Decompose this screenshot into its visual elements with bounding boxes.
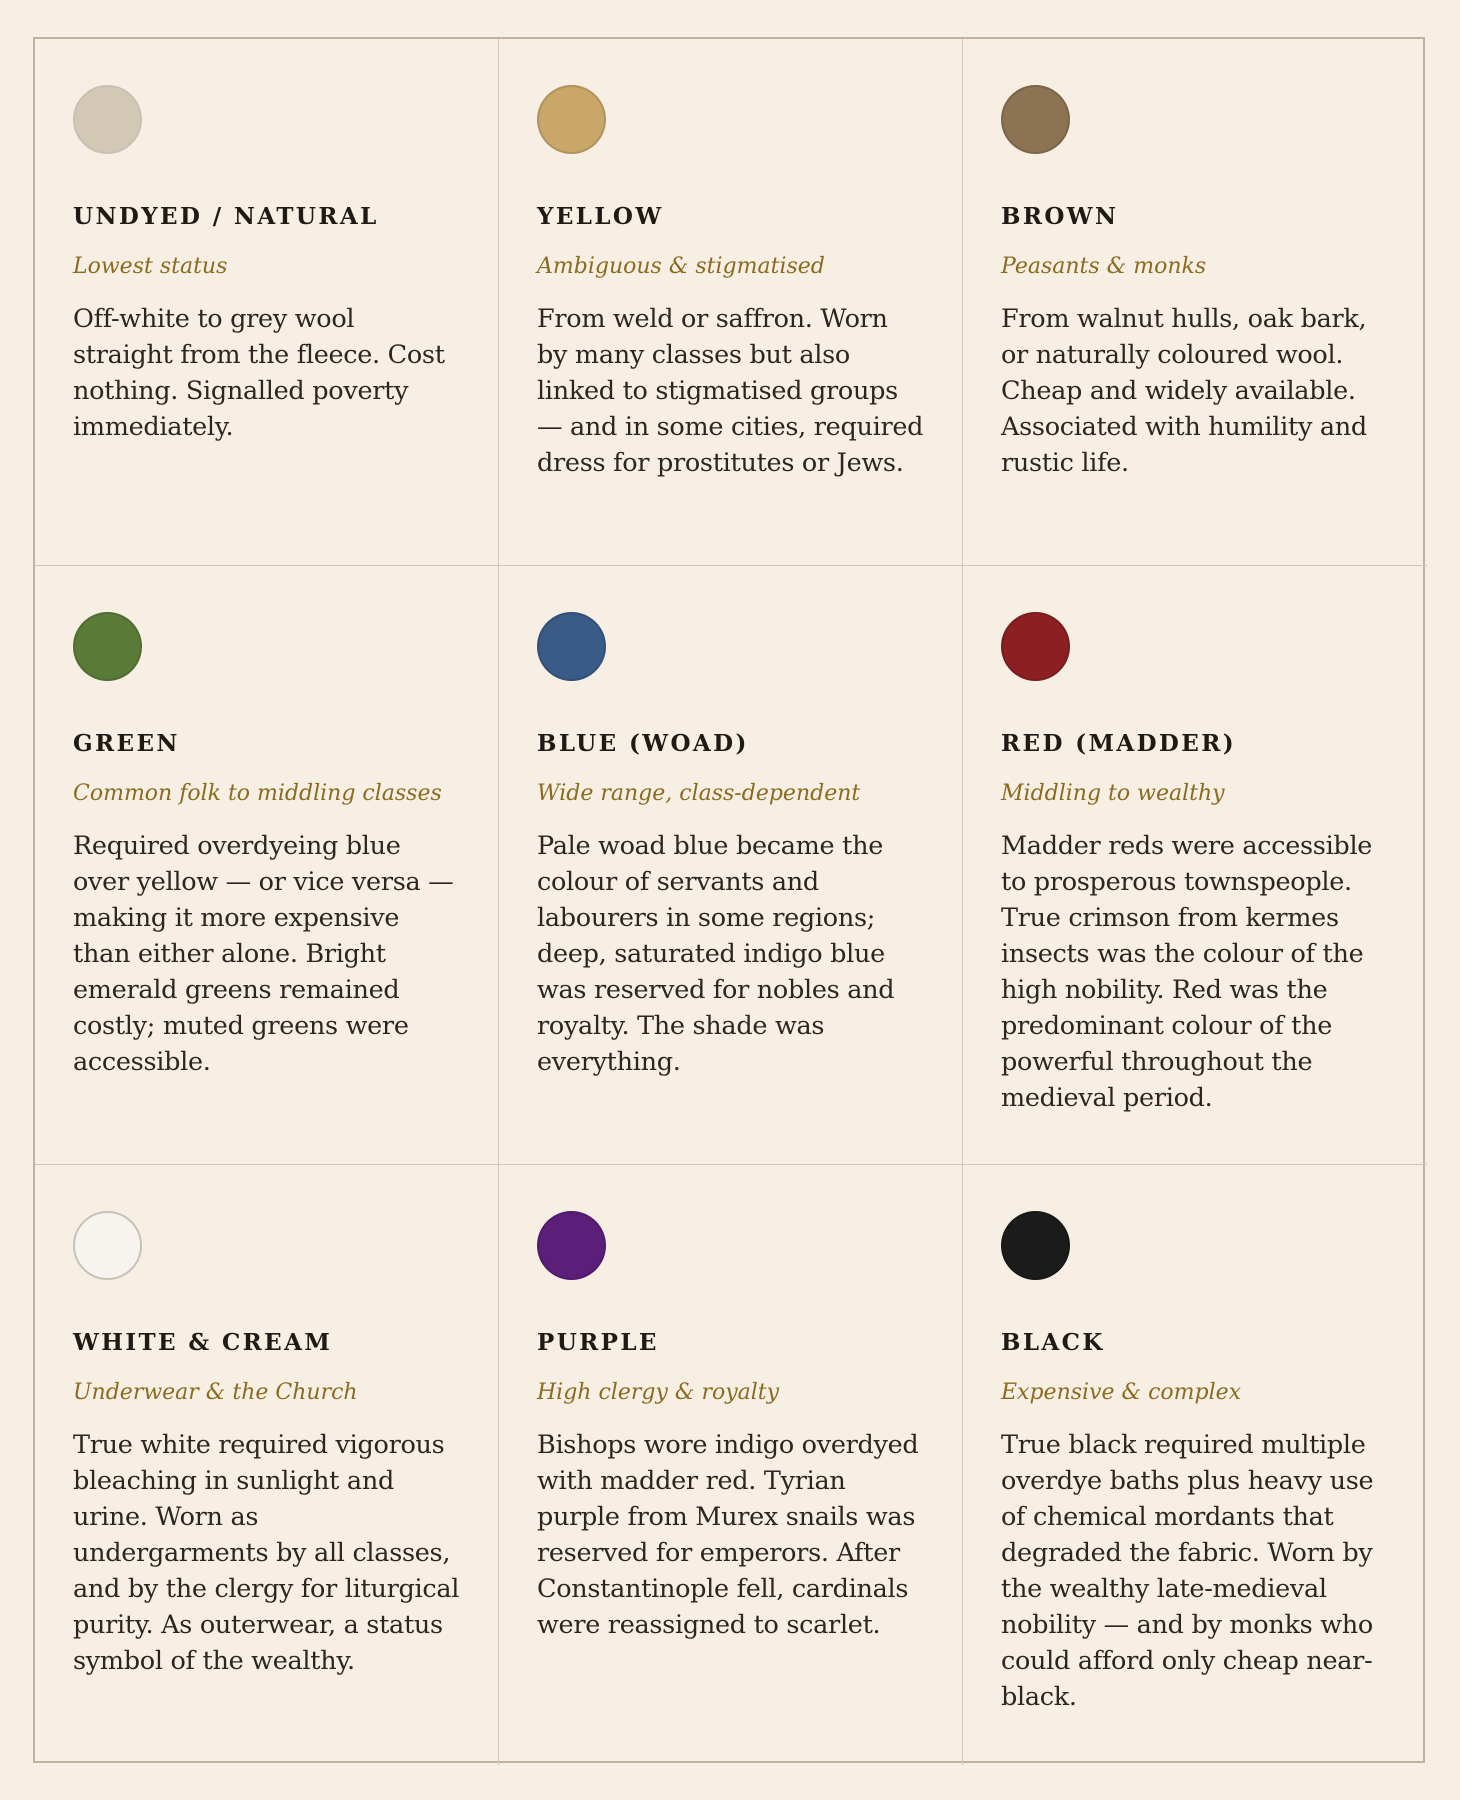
colour-status: Middling to wealthy xyxy=(1001,781,1225,807)
colour-description: Madder reds were accessible to prosperous townspeople. True crimson from kermes insects was the colour of the high nobility. Red was the predominant colour of the powerful throughout the medieval period. xyxy=(1001,831,1373,1114)
colour-card-red xyxy=(963,566,1427,1165)
colour-name: RED (MADDER) xyxy=(1001,730,1237,757)
colour-description: Off-white to grey wool straight from the fleece. Cost nothing. Signalled poverty immediately. xyxy=(73,304,445,443)
colour-swatch xyxy=(537,1211,606,1280)
colour-name: WHITE & CREAM xyxy=(73,1329,333,1356)
colour-swatch xyxy=(1001,612,1070,681)
colour-card-black xyxy=(963,1165,1427,1765)
colour-card-undyed xyxy=(35,39,499,566)
colour-swatch xyxy=(537,612,606,681)
colour-name: YELLOW xyxy=(537,203,664,230)
colour-status: Expensive & complex xyxy=(1001,1380,1242,1406)
colour-status: Wide range, class-dependent xyxy=(537,781,861,807)
colour-card-green xyxy=(35,566,499,1165)
colour-grid xyxy=(33,37,1425,1763)
colour-status: Underwear & the Church xyxy=(73,1380,358,1406)
colour-status: Common folk to middling classes xyxy=(73,781,442,807)
colour-swatch xyxy=(73,1211,142,1280)
colour-card-purple xyxy=(499,1165,963,1765)
colour-swatch xyxy=(1001,1211,1070,1280)
colour-swatch xyxy=(1001,85,1070,154)
colour-description: From weld or saffron. Worn by many classes but also linked to stigmatised groups — and in some cities, required dress for prostitutes or Jews. xyxy=(537,304,924,479)
colour-description: Pale woad blue became the colour of servants and labourers in some regions; deep, saturated indigo blue was reserved for nobles and royalty. The shade was everything. xyxy=(537,831,895,1078)
colour-description: Bishops wore indigo overdyed with madder red. Tyrian purple from Murex snails was reserved for emperors. After Constantinople fell, cardinals were reassigned to scarlet. xyxy=(537,1430,919,1641)
colour-name: BLUE (WOAD) xyxy=(537,730,749,757)
colour-swatch xyxy=(537,85,606,154)
colour-card-yellow xyxy=(499,39,963,566)
colour-status: Ambiguous & stigmatised xyxy=(537,254,825,280)
colour-swatch xyxy=(73,612,142,681)
colour-description: Required overdyeing blue over yellow — or vice versa — making it more expensive than either alone. Bright emerald greens remained costly; muted greens were accessible. xyxy=(73,831,454,1078)
colour-description: From walnut hulls, oak bark, or naturally coloured wool. Cheap and widely available. Associated with humility and rustic life. xyxy=(1001,304,1367,479)
colour-status: Peasants & monks xyxy=(1001,254,1207,280)
colour-name: GREEN xyxy=(73,730,180,757)
colour-swatch xyxy=(73,85,142,154)
colour-description: True black required multiple overdye baths plus heavy use of chemical mordants that degraded the fabric. Worn by the wealthy late-medieval nobility — and by monks who could afford only cheap near-black. xyxy=(1001,1430,1374,1713)
colour-name: BLACK xyxy=(1001,1329,1105,1356)
colour-description: True white required vigorous bleaching in sunlight and urine. Worn as undergarments by all classes, and by the clergy for liturgical purity. As outerwear, a status symbol of the wealthy. xyxy=(73,1430,460,1677)
colour-card-brown xyxy=(963,39,1427,566)
colour-status: High clergy & royalty xyxy=(537,1380,780,1406)
colour-status: Lowest status xyxy=(73,254,228,280)
colour-name: BROWN xyxy=(1001,203,1119,230)
colour-name: UNDYED / NATURAL xyxy=(73,203,379,230)
colour-card-blue xyxy=(499,566,963,1165)
colour-card-white xyxy=(35,1165,499,1765)
colour-name: PURPLE xyxy=(537,1329,659,1356)
